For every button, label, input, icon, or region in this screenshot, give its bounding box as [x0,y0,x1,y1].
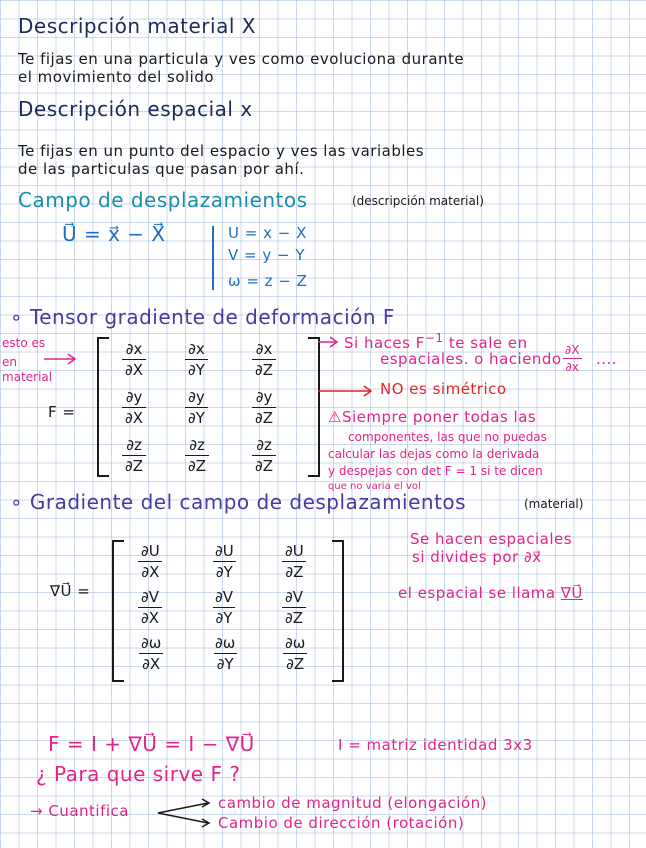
quantifies-item-magnitude: cambio de magnitud (elongación) [218,794,487,812]
tensor-side-arrow [44,353,84,365]
gradient-entry-3-1: $\frac{\partial\omega}{\partial X}$ [141,634,162,673]
material-description-text-line-2: el movimiento del solido [18,68,215,86]
gradient-entry-3-3: $\frac{\partial\omega}{\partial Z}$ [285,634,306,673]
displacement-component-u: U = x − X [228,224,307,242]
tensor-entry-1-2: $\frac{\partial x}{\partial Y}$ [185,340,208,379]
quantifies-label: → Cuantifica [30,802,129,820]
tensor-warning-line-5: que no varia el vol [328,481,421,492]
tensor-note-line-2: espaciales. o haciendo [380,350,562,368]
tensor-entry-1-3: $\frac{\partial x}{\partial Z}$ [252,340,276,379]
tensor-entry-3-3: $\frac{\partial z}{\partial Z}$ [252,436,276,475]
displacement-component-v: V = y − Y [228,246,306,264]
tensor-note-fraction: $\frac{\partial X}{\partial x}$ [562,343,582,374]
tensor-entry-2-1: $\frac{\partial y}{\partial X}$ [122,388,146,427]
gradient-side-note-line-2: si divides por ∂x⃗ [412,548,542,566]
tensor-not-symmetric-note: NO es simétrico [380,380,507,398]
tensor-side-label-line-3: material [2,370,53,384]
tensor-warning-line-1: ⚠Siempre poner todas las [328,408,537,426]
tensor-matrix-label: F = [48,403,76,421]
tensor-warning-line-2: componentes, las que no puedas [348,430,547,444]
tensor-entry-2-3: $\frac{\partial y}{\partial Z}$ [252,388,276,427]
tensor-entry-1-1: $\frac{\partial x}{\partial X}$ [122,340,146,379]
gradient-entry-1-1: $\frac{\partial U}{\partial X}$ [138,542,163,581]
displacement-vector-equation: U⃗ = x⃗ − X⃗ [62,222,166,246]
displacement-gradient-note: (material) [524,497,584,511]
tensor-entry-3-1: $\frac{\partial z}{\partial Z}$ [122,436,146,475]
gradient-entry-1-3: $\frac{\partial U}{\partial Z}$ [282,542,307,581]
quantifies-item-direction: Cambio de dirección (rotación) [218,814,465,832]
quantifies-branch-arrows [148,798,212,828]
tensor-warning-line-4: y despejas con det F = 1 si te dicen [328,464,543,478]
tensor-entry-3-2: $\frac{\partial z}{\partial Z}$ [185,436,209,475]
deformation-tensor-title: ∘ Tensor gradiente de deformación F [10,305,395,329]
gradient-matrix-label: ∇U⃗ = [50,582,91,600]
material-description-text-line-1: Te fijas en una particula y ves como evoluciona durante [18,50,465,68]
tensor-note-ellipsis: .... [596,350,618,368]
gradient-side-note-line-3: el espacial se llama ∇U⃗ [398,584,583,602]
gradient-right-bracket [332,540,344,682]
tensor-right-bracket [308,337,320,477]
tensor-note-arrow-2 [318,385,378,397]
displacement-field-title: Campo de desplazamientos [18,188,308,212]
gradient-entry-3-2: $\frac{\partial\omega}{\partial Y}$ [215,634,236,673]
gradient-entry-2-2: $\frac{\partial V}{\partial Y}$ [212,588,236,627]
material-description-title: Descripción material X [18,14,256,38]
spatial-description-text-line-2: de las particulas que pasan por ahí. [18,160,305,178]
tensor-side-label-line-2: en [2,355,17,369]
gradient-left-bracket [112,540,124,682]
purpose-question: ¿ Para que sirve F ? [36,762,241,786]
tensor-entry-2-2: $\frac{\partial y}{\partial Y}$ [185,388,208,427]
gradient-side-note-line-1: Se hacen espaciales [410,530,573,548]
deformation-gradient-formula: F = I + ∇U⃗ = I − ∇U⃗ [48,732,255,756]
gradient-entry-2-3: $\frac{\partial V}{\partial Z}$ [282,588,306,627]
tensor-warning-line-3: calcular las dejas como la derivada [328,447,540,461]
displacement-component-w: ω = z − Z [228,272,308,290]
identity-matrix-definition: I = matriz identidad 3x3 [338,736,533,754]
displacement-field-note: (descripción material) [352,194,484,208]
gradient-entry-1-2: $\frac{\partial U}{\partial Y}$ [212,542,237,581]
tensor-left-bracket [97,337,109,477]
tensor-side-label-line-1: esto es [2,336,46,350]
gradient-entry-2-1: $\frac{\partial V}{\partial X}$ [138,588,162,627]
displacement-brace [212,226,222,290]
tensor-note-arrow-1 [318,336,342,348]
spatial-description-text-line-1: Te fijas en un punto del espacio y ves las variables [18,142,425,160]
tensor-note-line-1: Si haces $F^{-1}$ te sale en [344,331,528,352]
spatial-description-title: Descripción espacial x [18,97,253,121]
displacement-gradient-title: ∘ Gradiente del campo de desplazamientos [10,490,467,514]
